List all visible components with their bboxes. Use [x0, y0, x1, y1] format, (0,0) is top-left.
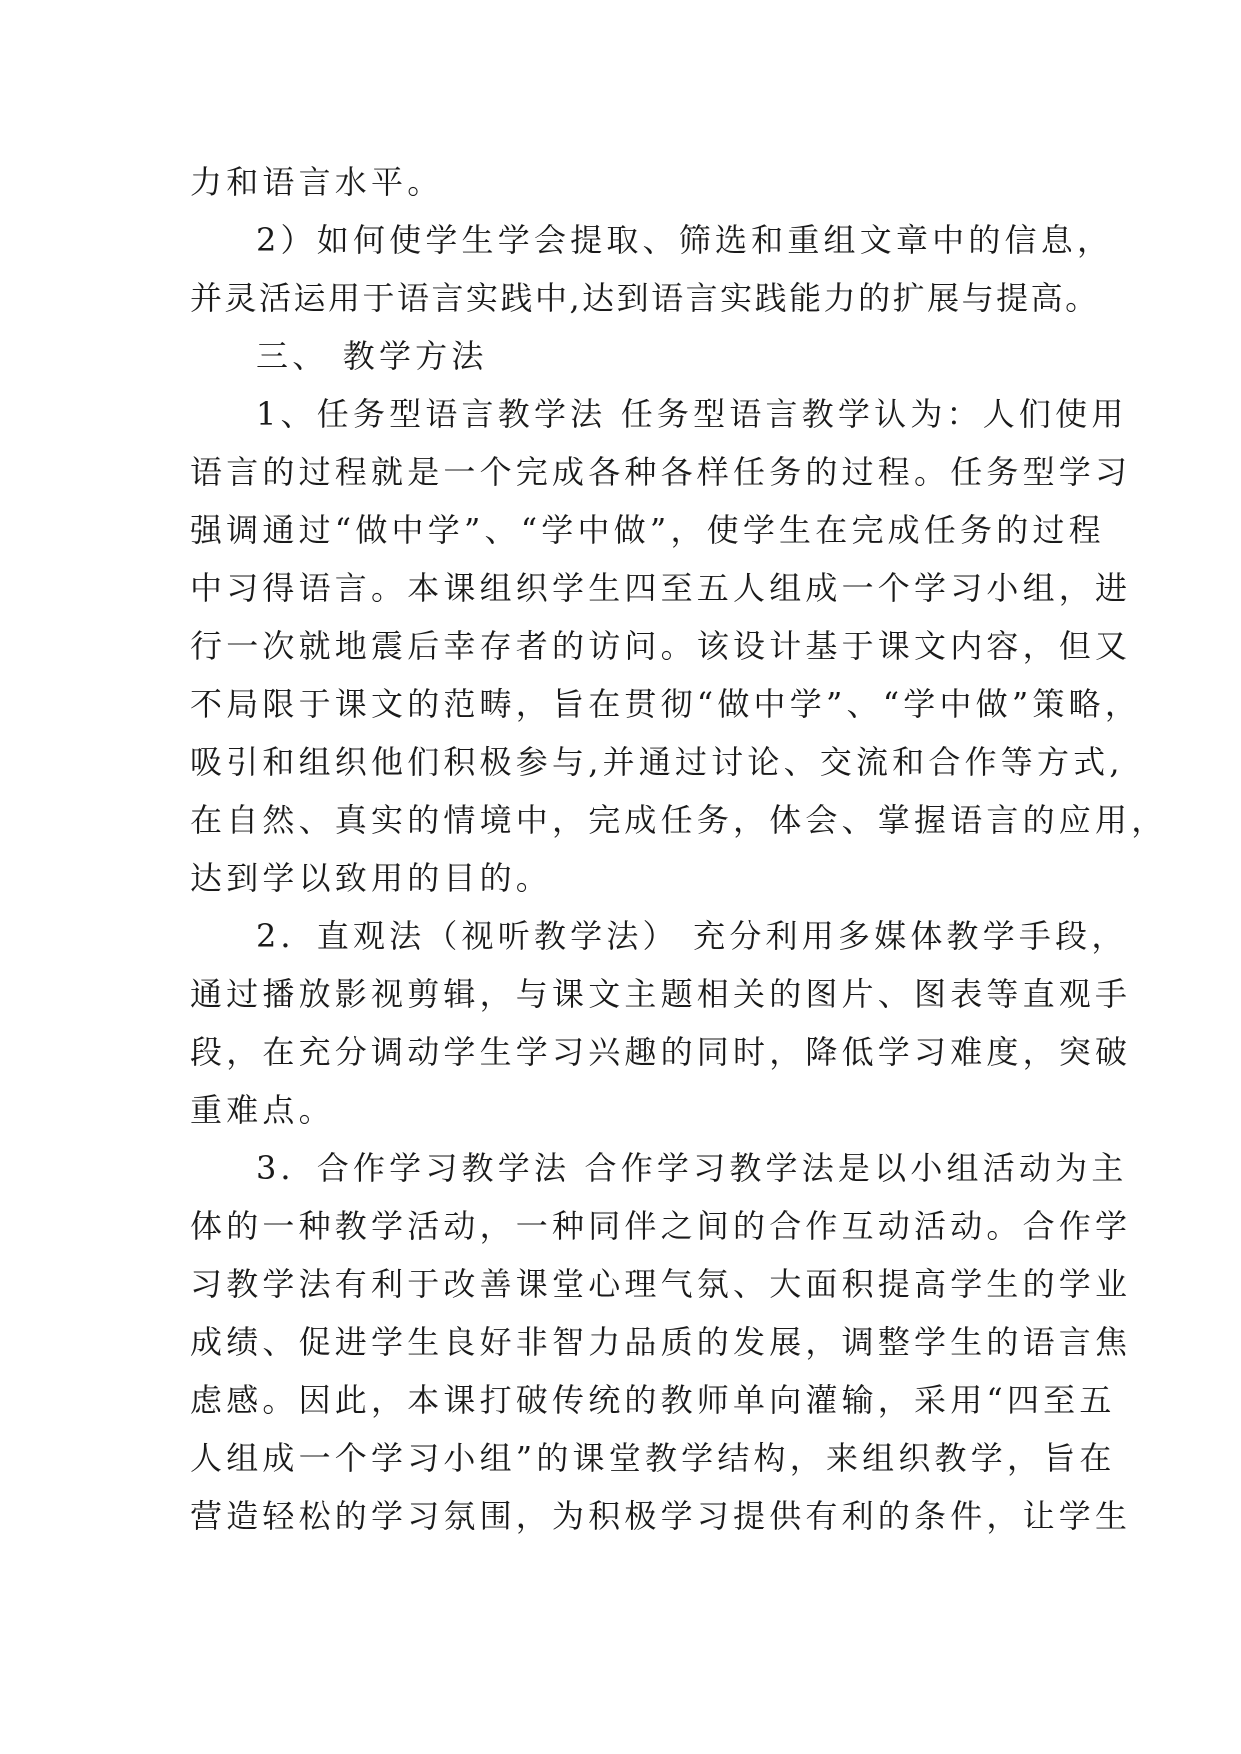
- text-line: 中习得语言。本课组织学生四至五人组成一个学习小组，进: [190, 569, 1132, 607]
- text-line: 人组成一个学习小组”的课堂教学结构，来组织教学，旨在: [190, 1439, 1116, 1477]
- text-line: 习教学法有利于改善课堂心理气氛、大面积提高学生的学业: [190, 1265, 1132, 1303]
- text-line: 语言的过程就是一个完成各种各样任务的过程。任务型学习: [190, 453, 1132, 491]
- text-line: 成绩、促进学生良好非智力品质的发展，调整学生的语言焦: [190, 1323, 1132, 1361]
- text-line: 力和语言水平。: [190, 163, 444, 201]
- text-line: 不局限于课文的范畴，旨在贯彻“做中学”、“学中做”策略，: [190, 685, 1142, 723]
- section-heading: 三、 教学方法: [256, 337, 488, 375]
- text-line: 行一次就地震后幸存者的访问。该设计基于课文内容，但又: [190, 627, 1132, 665]
- text-line: 3．合作学习教学法 合作学习教学法是以小组活动为主: [256, 1149, 1128, 1187]
- text-line: 1、任务型语言教学法 任务型语言教学认为：人们使用: [256, 395, 1128, 433]
- text-line: 虑感。因此，本课打破传统的教师单向灌输，采用“四至五: [190, 1381, 1116, 1419]
- text-line: 2）如何使学生学会提取、筛选和重组文章中的信息，: [256, 221, 1114, 259]
- text-line: 达到学以致用的目的。: [190, 859, 553, 897]
- text-line: 强调通过“做中学”、“学中做”，使学生在完成任务的过程: [190, 511, 1105, 549]
- text-line: 吸引和组织他们积极参与,并通过讨论、交流和合作等方式,: [190, 743, 1124, 781]
- text-line: 2．直观法（视听教学法） 充分利用多媒体教学手段，: [256, 917, 1128, 955]
- text-line: 营造轻松的学习氛围，为积极学习提供有利的条件，让学生: [190, 1497, 1132, 1535]
- text-line: 并灵活运用于语言实践中,达到语言实践能力的扩展与提高。: [190, 279, 1100, 317]
- text-line: 通过播放影视剪辑，与课文主题相关的图片、图表等直观手: [190, 975, 1132, 1013]
- text-line: 段，在充分调动学生学习兴趣的同时，降低学习难度，突破: [190, 1033, 1132, 1071]
- text-line: 体的一种教学活动，一种同伴之间的合作互动活动。合作学: [190, 1207, 1132, 1245]
- text-line: 在自然、真实的情境中，完成任务，体会、掌握语言的应用，: [190, 801, 1168, 839]
- text-line: 重难点。: [190, 1091, 335, 1129]
